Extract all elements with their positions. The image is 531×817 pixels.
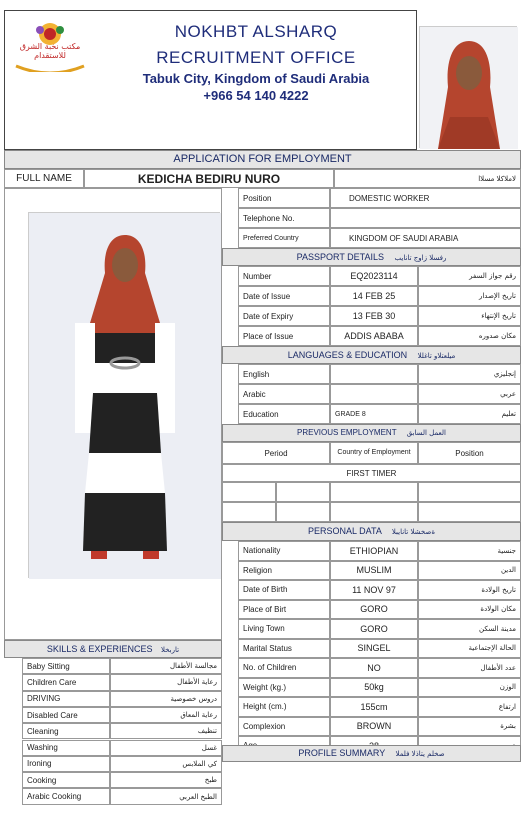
arabic-value	[330, 384, 418, 404]
application-title-bar	[4, 150, 521, 169]
personal-field-ar: الوزن	[418, 678, 521, 698]
skill-label: Ironing	[22, 756, 110, 772]
skill-ar: كي الملابس	[110, 756, 222, 772]
english-value	[330, 364, 418, 384]
personal-field-value: SINGEL	[330, 639, 418, 659]
employment-empty-cell	[330, 502, 418, 522]
passport-title: PASSPORT DETAILS	[296, 252, 385, 262]
passport-number-label: Number	[238, 266, 330, 286]
expiry-date-value: 13 FEB 30	[330, 306, 418, 326]
skills-title: SKILLS & EXPERIENCES	[46, 644, 153, 654]
employment-empty-cell	[418, 502, 521, 522]
place-of-issue-value: ADDIS ABABA	[330, 326, 418, 346]
headshot-photo	[419, 26, 517, 148]
full-name-label-ar: لاملاكلا مسلاا	[334, 169, 521, 188]
skill-label: Washing	[22, 740, 110, 756]
personal-field-ar: عدد الأطفال	[418, 658, 521, 678]
languages-title-ar: ميلعتلاو تاغللا	[417, 352, 456, 360]
skill-ar: الطبخ العربي	[110, 788, 222, 804]
skill-label: DRIVING	[22, 691, 110, 707]
skill-label: Children Care	[22, 674, 110, 690]
skill-label: Disabled Care	[22, 707, 110, 723]
employment-note: FIRST TIMER	[222, 464, 521, 482]
personal-field-label: No. of Children	[238, 658, 330, 678]
issue-date-ar: تاريخ الإصدار	[418, 286, 521, 306]
education-label: Education	[238, 404, 330, 424]
employment-empty-cell	[222, 502, 276, 522]
preferred-country-value: KINGDOM OF SAUDI ARABIA	[330, 228, 521, 248]
position-value: DOMESTIC WORKER	[330, 188, 521, 208]
english-ar: إنجليزي	[418, 364, 521, 384]
personal-title-ar: ةصخشلا تانايبلا	[391, 528, 436, 536]
expiry-date-label: Date of Expiry	[238, 306, 330, 326]
place-of-issue-ar: مكان صدوره	[418, 326, 521, 346]
employment-title: PREVIOUS EMPLOYMENT	[297, 428, 397, 437]
skill-ar: مجالسة الأطفال	[110, 658, 222, 674]
position-label: Position	[238, 188, 330, 208]
employment-title-ar: العمل السابق	[406, 429, 446, 437]
personal-field-label: Weight (kg.)	[238, 678, 330, 698]
office-name: RECRUITMENT OFFICE	[156, 48, 356, 67]
office-city: Tabuk City, Kingdom of Saudi Arabia	[142, 71, 370, 86]
telephone-label: Telephone No.	[238, 208, 330, 228]
languages-title-bar	[222, 346, 521, 364]
issue-date-label: Date of Issue	[238, 286, 330, 306]
profile-summary-title: PROFILE SUMMARY	[298, 748, 386, 758]
personal-field-ar: بشرة	[418, 717, 521, 737]
skill-ar: غسل	[110, 740, 222, 756]
personal-title: PERSONAL DATA	[307, 526, 382, 536]
employment-title-bar	[222, 424, 521, 442]
skill-ar: طبخ	[110, 772, 222, 788]
personal-title-bar	[222, 522, 521, 541]
employment-col-position: Position	[418, 442, 521, 464]
employment-empty-cell	[276, 482, 330, 502]
english-label: English	[238, 364, 330, 384]
office-phone: +966 54 140 4222	[203, 88, 309, 103]
personal-field-value: ETHIOPIAN	[330, 541, 418, 561]
skill-ar: دروس خصوصية	[110, 691, 222, 707]
personal-field-label: Religion	[238, 561, 330, 581]
personal-field-value: NO	[330, 658, 418, 678]
full-body-photo	[28, 212, 220, 578]
personal-field-value: 50kg	[330, 678, 418, 698]
skill-label: Baby Sitting	[22, 658, 110, 674]
passport-title-bar	[222, 248, 521, 266]
place-of-issue-label: Place of Issue	[238, 326, 330, 346]
personal-field-value: BROWN	[330, 717, 418, 737]
skill-label: Arabic Cooking	[22, 788, 110, 804]
personal-field-value: GORO	[330, 619, 418, 639]
employment-empty-cell	[222, 482, 276, 502]
personal-field-value: MUSLIM	[330, 561, 418, 581]
personal-field-ar: الدين	[418, 561, 521, 581]
employment-col-period: Period	[222, 442, 330, 464]
skill-ar: رعاية الأطفال	[110, 674, 222, 690]
full-name-label: FULL NAME	[4, 169, 84, 188]
passport-title-ar: رفسلا زاوج تانايب	[394, 254, 447, 262]
personal-field-value: GORO	[330, 600, 418, 620]
passport-number-value: EQ2023114	[330, 266, 418, 286]
languages-title: LANGUAGES & EDUCATION	[287, 350, 408, 360]
skills-title-ar: تاربخلا	[160, 646, 180, 654]
arabic-label: Arabic	[238, 384, 330, 404]
personal-field-label: Height (cm.)	[238, 697, 330, 717]
employment-empty-cell	[276, 502, 330, 522]
personal-field-ar: مكان الولادة	[418, 600, 521, 620]
issue-date-value: 14 FEB 25	[330, 286, 418, 306]
personal-field-label: Complexion	[238, 717, 330, 737]
education-value: GRADE 8	[330, 404, 418, 424]
personal-field-ar: الحالة الإجتماعية	[418, 639, 521, 659]
personal-field-label: Place of Birt	[238, 600, 330, 620]
skill-label: Cleaning	[22, 723, 110, 739]
employment-col-country: Country of Employment	[330, 442, 418, 464]
personal-field-ar: مدينة السكن	[418, 619, 521, 639]
skill-ar: رعاية المعاق	[110, 707, 222, 723]
full-name-value: KEDICHA BEDIRU NURO	[84, 169, 334, 188]
personal-field-label: Date of Birth	[238, 580, 330, 600]
personal-field-label: Living Town	[238, 619, 330, 639]
application-title: APPLICATION FOR EMPLOYMENT	[173, 153, 352, 165]
personal-field-ar: تاريخ الولادة	[418, 580, 521, 600]
employment-empty-cell	[418, 482, 521, 502]
personal-field-label: Nationality	[238, 541, 330, 561]
profile-summary-title-ar: صخلم يتاذلا فلملا	[395, 750, 445, 758]
skills-title-bar	[4, 640, 222, 658]
personal-field-value: 155cm	[330, 697, 418, 717]
profile-summary-bar	[222, 745, 521, 762]
personal-field-label: Marital Status	[238, 639, 330, 659]
preferred-country-label: Preferred Country	[238, 228, 330, 248]
expiry-date-ar: تاريخ الإنتهاء	[418, 306, 521, 326]
telephone-value	[330, 208, 521, 228]
personal-field-ar: جنسية	[418, 541, 521, 561]
company-name: NOKHBT ALSHARQ	[174, 22, 338, 41]
passport-number-ar: رقم جواز السفر	[418, 266, 521, 286]
arabic-ar: عربي	[418, 384, 521, 404]
employment-empty-cell	[330, 482, 418, 502]
logo-text: مكتب نخبة الشرق للاستقدام	[19, 42, 81, 60]
skill-ar: تنظيف	[110, 723, 222, 739]
personal-field-value: 11 NOV 97	[330, 580, 418, 600]
personal-field-ar: ارتفاع	[418, 697, 521, 717]
skill-label: Cooking	[22, 772, 110, 788]
education-ar: تعليم	[418, 404, 521, 424]
